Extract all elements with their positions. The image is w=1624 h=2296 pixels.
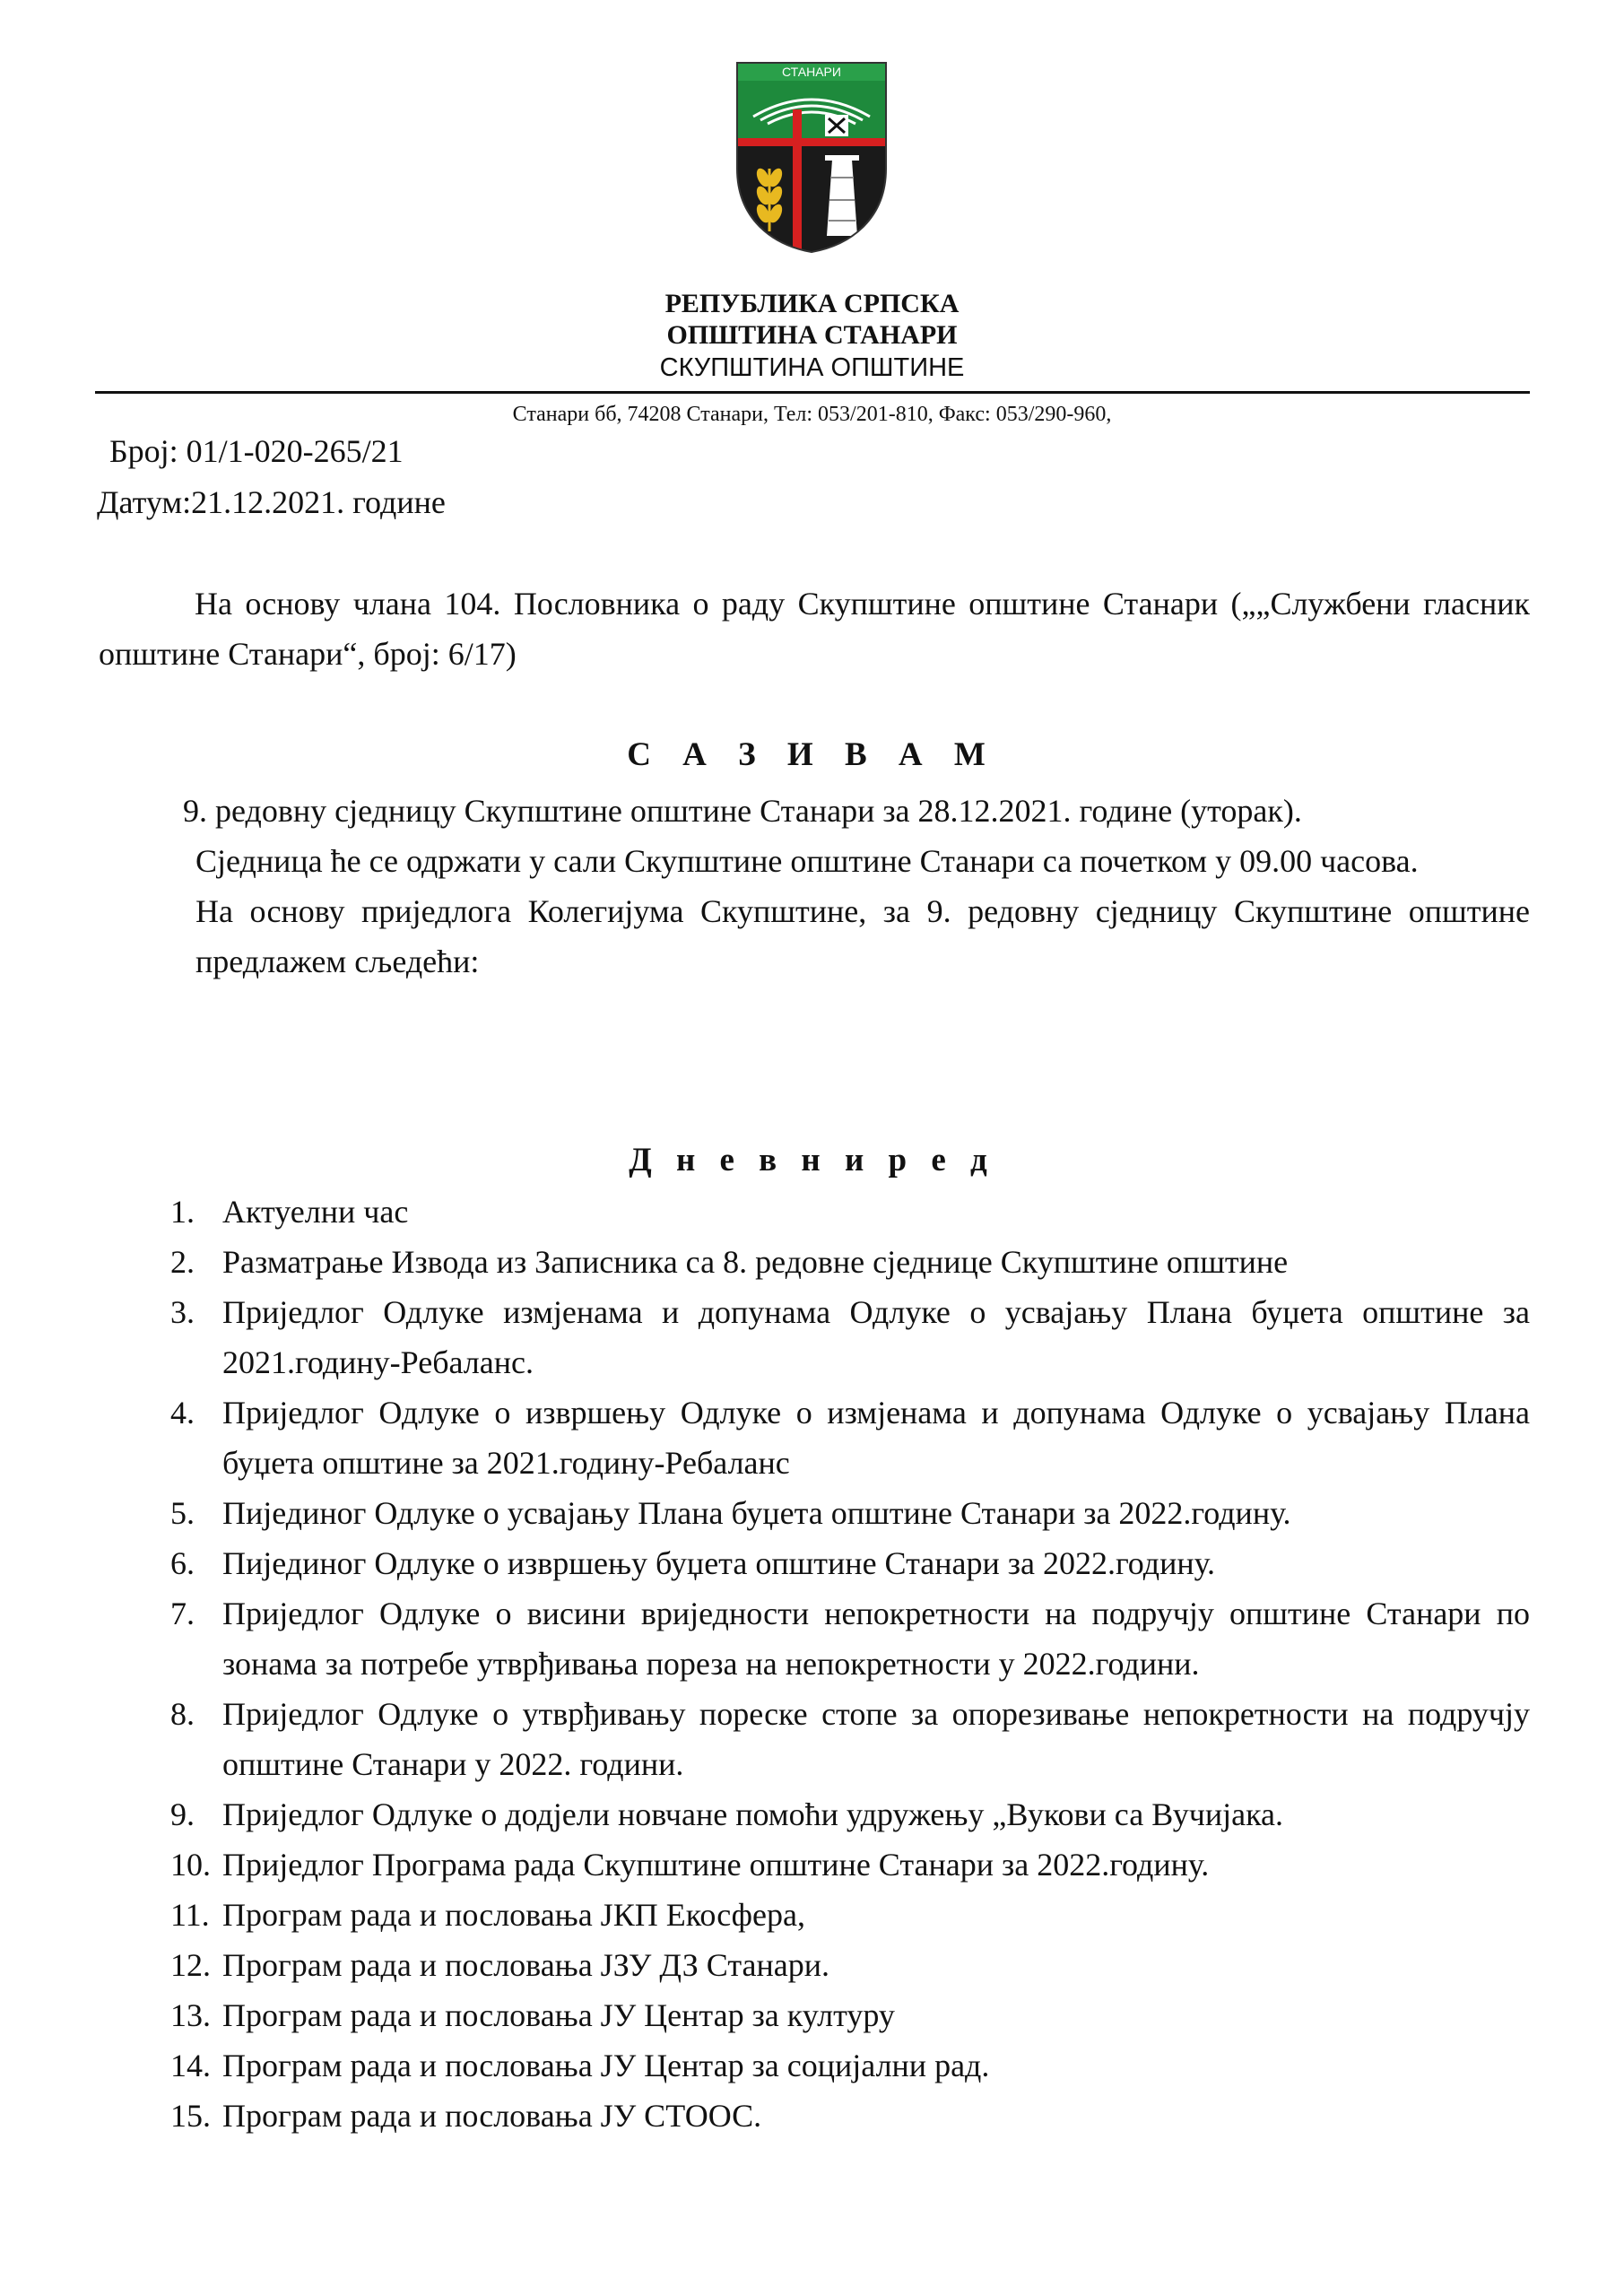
agenda-item <box>170 1237 1530 1287</box>
header-assembly: СКУПШТИНА ОПШТИНЕ <box>659 353 965 382</box>
agenda-item-text: Приједлог Одлуке о извршењу Одлуке о измјенама и допунама Одлуке о усвајању Плана буџета општине за 2021.годину-Ребаланс <box>222 1395 1530 1481</box>
convene-title: С А З И В А М <box>627 736 997 773</box>
agenda-item-text: Приједлог Одлуке измјенама и допунама Одлуке о усвајању Плана буџета општине за 2021.годину-Ребаланс. <box>222 1294 1530 1380</box>
agenda-item <box>170 1990 1530 2040</box>
agenda-item-number: 14. <box>170 2048 211 2083</box>
agenda-item-number: 11. <box>170 1897 210 1933</box>
agenda-item-number: 4. <box>170 1395 195 1431</box>
header-divider <box>95 391 1530 394</box>
agenda-item-text: Пијединог Одлуке о усвајању Плана буџета општине Станари за 2022.годину. <box>222 1495 1291 1531</box>
agenda-item-text: Приједлог Одлуке о додјели новчане помоћи удружењу „Вукови са Вучијака. <box>222 1796 1284 1832</box>
intro-paragraph: На основу члана 104. Пословника о раду Скупштине општине Станари („„Службени гласник општине Станари“, број: 6/17) <box>99 586 1530 672</box>
convene-line-proposal: На основу приједлога Колегијума Скупштине, за 9. редовну сједницу Скупштине општине предлажем сљедећи: <box>195 893 1530 979</box>
agenda-item-text: Приједлог Одлуке о утврђивању пореске стопе за опорезивање непокретности на подручју општине Станари у 2022. години. <box>222 1696 1530 1782</box>
agenda-item <box>170 1538 1530 1588</box>
agenda-item-number: 13. <box>170 1997 211 2033</box>
agenda-item <box>170 1839 1530 1890</box>
agenda-title: Д н е в н и р е д <box>629 1142 995 1178</box>
agenda-item-text: Приједлог Одлуке о висини вриједности непокретности на подручју општине Станари по зонама за потребе утврђивања пореза на непокретности у 2022.години. <box>222 1596 1530 1682</box>
agenda-item-number: 3. <box>170 1294 195 1330</box>
agenda-item-number: 7. <box>170 1596 195 1631</box>
agenda-item-number: 15. <box>170 2098 211 2134</box>
agenda-item-text: Програм рада и пословања ЈУ Центар за културу <box>222 1997 895 2033</box>
document-date: Датум:21.12.2021. године <box>97 484 446 520</box>
header-municipality: ОПШТИНА СТАНАРИ <box>666 320 958 350</box>
header-republic: РЕПУБЛИКА СРПСКА <box>664 289 960 318</box>
agenda-item-number: 1. <box>170 1194 195 1230</box>
agenda-item-text: Програм рада и пословања ЈУ Центар за социјални рад. <box>222 2048 990 2083</box>
agenda-item-text: Актуелни час <box>222 1194 409 1230</box>
agenda-item <box>170 1387 1530 1488</box>
agenda-item-number: 5. <box>170 1495 195 1531</box>
crest-label: СТАНАРИ <box>782 65 841 79</box>
agenda-item-text: Разматрање Извода из Записника са 8. редовне сједнице Скупштине општине <box>222 1244 1289 1280</box>
agenda-item-text: Програм рада и пословања ЈЗУ ДЗ Станари. <box>222 1947 830 1983</box>
agenda-item-number: 10. <box>170 1847 211 1883</box>
coat-of-arms-logo <box>735 61 888 254</box>
agenda-item <box>170 1488 1530 1538</box>
agenda-item <box>170 1940 1530 1990</box>
agenda-item-number: 2. <box>170 1244 195 1280</box>
agenda-item <box>170 1890 1530 1940</box>
document-number: Број: 01/1-020-265/21 <box>109 433 404 469</box>
agenda-item-text: Програм рада и пословања ЈКП Екосфера, <box>222 1897 805 1933</box>
agenda-item <box>170 1689 1530 1789</box>
agenda-item <box>170 1789 1530 1839</box>
agenda-item-number: 12. <box>170 1947 211 1983</box>
agenda-item <box>170 2040 1530 2091</box>
agenda-item <box>170 1187 1530 1237</box>
agenda-item-number: 6. <box>170 1545 195 1581</box>
agenda-item-number: 9. <box>170 1796 195 1832</box>
agenda-item <box>170 2091 1530 2141</box>
convene-body <box>183 786 1530 987</box>
agenda-list <box>170 1187 1530 2141</box>
agenda-item <box>170 1588 1530 1689</box>
agenda-item-text: Програм рада и пословања ЈУ СТООС. <box>222 2098 762 2134</box>
agenda-item-text: Приједлог Програма рада Скупштине општине Станари за 2022.годину. <box>222 1847 1210 1883</box>
convene-line-session: 9. редовну сједницу Скупштине општине Станари за 28.12.2021. године (уторак). <box>183 793 1302 829</box>
agenda-item <box>170 1287 1530 1387</box>
header-address: Станари бб, 74208 Станари, Тел: 053/201-810, Факс: 053/290-960, <box>512 403 1112 426</box>
agenda-item-number: 8. <box>170 1696 195 1732</box>
agenda-item-text: Пијединог Одлуке о извршењу буџета општине Станари за 2022.годину. <box>222 1545 1216 1581</box>
convene-line-time: Сједница ће се одржати у сали Скупштине општине Станари са почетком у 09.00 часова. <box>195 843 1419 879</box>
